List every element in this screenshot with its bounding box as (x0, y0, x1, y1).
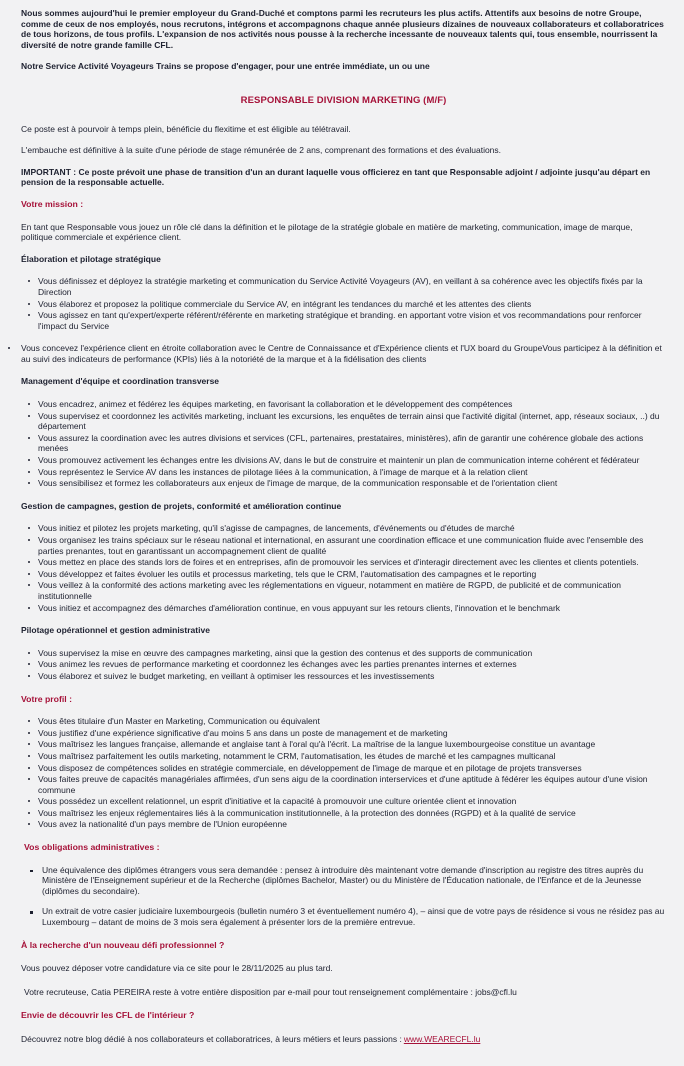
list-item: Vous supervisez la mise en œuvre des campagnes marketing, ainsi que la gestion des contenus et des supports de communication (21, 648, 666, 659)
list-item: Vous maîtrisez parfaitement les outils marketing, notamment le CRM, l'automatisation, les études de marché et les campagnes multicanal (21, 751, 666, 762)
blog-intro-text: Découvrez notre blog dédié à nos collaborateurs et collaboratrices, à leurs métiers et leurs passions : (21, 1034, 402, 1044)
list-item: Vous organisez les trains spéciaux sur le réseau national et international, en assurant une coordination efficace et une communication fluide avec l'ensemble des parties prenantes, tout en garantissant un accompagnement client de qualité (21, 535, 666, 556)
list-item: Vous élaborez et proposez la politique commerciale du Service AV, en intégrant les tendances du marché et les attentes des clients (21, 299, 666, 310)
list-item: Vous justifiez d'une expérience significative d'au moins 5 ans dans un poste de management et de marketing (21, 728, 666, 739)
apply-deadline-text: Vous pouvez déposer votre candidature via ce site pour le 28/11/2025 au plus tard. (21, 963, 333, 974)
list-item: Vous définissez et déployez la stratégie marketing et communication du Service Activité Voyageurs (AV), en veillant à sa cohérence avec les objectifs fixés par la Direction (21, 276, 666, 297)
obligations-bullet-list (21, 865, 666, 928)
hiring-terms-text: L'embauche est définitive à la suite d'une période de stage rémunérée de 2 ans, comprenant des formations et des évaluations. (21, 145, 502, 156)
campaigns-bullet-list (21, 523, 666, 613)
intro-paragraph: Nous sommes aujourd'hui le premier employeur du Grand-Duché et comptons parmi les recruteurs les plus actifs. Attentifs aux besoins de notre Groupe, comme de ceux de nos employés, nous recrutons, intégrons et accompagnons chaque année plusieurs dizaines de nouveaux collaborateurs et collaboratrices de tous horizons, de tous profils. L'expansion de nos activités nous pousse à la recherche incessante de nouveaux talents qui, tous ensemble, nourrissent la diversité de notre grande famille CFL. (21, 8, 664, 50)
list-item: Vous mettez en place des stands lors de foires et en entreprises, afin de promouvoir les services et d'interagir directement avec les clientes et clients potentiels. (21, 557, 666, 568)
list-item: Vous animez les revues de performance marketing et coordonnez les échanges avec les parties prenantes internes et externes (21, 659, 666, 670)
list-item: Vous supervisez et coordonnez les activités marketing, incluant les excursions, les enquêtes de terrain ainsi que l'activité digital (internet, app, réseaux sociaux, ..) du département (21, 411, 666, 432)
mission-intro-text: En tant que Responsable vous jouez un rôle clé dans la définition et le pilotage de la stratégie globale en matière de marketing, communication, image de marque, politique commerciale et expérience client. (21, 221, 633, 243)
important-notice: IMPORTANT : Ce poste prévoit une phase de transition d'un an durant laquelle vous officierez en tant que Responsable adjoint / adjointe jusqu'au départ en pension de la responsable actuelle. (21, 166, 651, 188)
list-item: Vous sensibilisez et formez les collaborateurs aux enjeux de l'image de marque, de la communication responsable et de l'orientation client (21, 478, 666, 489)
blog-paragraph (21, 1034, 666, 1045)
section-heading-mission: Votre mission : (21, 198, 84, 209)
subsection-heading-management: Management d'équipe et coordination transverse (21, 376, 220, 387)
list-item: Une équivalence des diplômes étrangers vous sera demandée : pensez à introduire dès maintenant votre demande d'inscription au registre des titres auprès du Ministère de l'Enseignement supérieur et de la Recherche (diplômes Bachelor, Master) ou du Ministère de l'Éducation nationale, de l'Enfance et de la Jeunesse (diplômes du secondaire). (21, 865, 666, 897)
list-item: Vous êtes titulaire d'un Master en Marketing, Communication ou équivalent (21, 716, 666, 727)
recruiter-contact-text: Votre recruteuse, Catia PEREIRA reste à votre entière disposition par e-mail pour tout renseignement complémentaire : jobs@cfl.lu (24, 986, 517, 997)
list-item: Vous maîtrisez les enjeux réglementaires liés à la communication institutionnelle, à la protection des données (RGPD) et à la qualité de service (21, 808, 666, 819)
list-item: Vous initiez et accompagnez des démarches d'amélioration continue, en vous appuyant sur les retours clients, l'innovation et le benchmark (21, 603, 666, 614)
list-item: Vous disposez de compétences solides en stratégie commerciale, en développement de l'image de marque et en pilotage de projets transverses (21, 763, 666, 774)
list-item: Vous représentez le Service AV dans les instances de pilotage liées à la communication, à l'image de marque et à la relation client (21, 467, 666, 478)
list-item: Vous possédez un excellent relationnel, un esprit d'initiative et la capacité à promouvoir une culture orientée client et innovation (21, 796, 666, 807)
customer-experience-note-list (21, 343, 666, 364)
subsection-heading-operations: Pilotage opérationnel et gestion administrative (21, 625, 210, 636)
page-title: RESPONSABLE DIVISION MARKETING (M/F) (240, 94, 447, 106)
blog-heading: Envie de découvrir les CFL de l'intérieur ? (21, 1010, 195, 1021)
list-item: Vous initiez et pilotez les projets marketing, qu'il s'agisse de campagnes, de lancements, d'événements ou d'études de marché (21, 523, 666, 534)
list-item: Vous agissez en tant qu'expert/experte référent/référente en marketing stratégique et branding. en apportant votre vision et vos recommandations pour renforcer l'impact du Service (21, 310, 666, 331)
list-item: Vous faites preuve de capacités managériales affirmées, d'un sens aigu de la coordination interservices et d'une aptitude à fédérer les équipes autour d'une vision commune (21, 774, 666, 795)
list-item: Vous concevez l'expérience client en étroite collaboration avec le Centre de Connaissance et d'Expérience clients et l'UX board du GroupeVous participez à la définition et au suivi des indicateurs de performance (KPIs) liés à la notoriété de la marque et à la fidélisation des clients (21, 343, 666, 364)
list-item: Vous veillez à la conformité des actions marketing avec les réglementations en vigueur, notamment en matière de RGPD, de publicité et de communication institutionnelle (21, 580, 666, 601)
position-availability-text: Ce poste est à pourvoir à temps plein, bénéficie du flexitime et est éligible au télétravail. (21, 123, 351, 134)
list-item: Vous assurez la coordination avec les autres divisions et services (CFL, partenaires, prestataires, ministères), afin de garantir une cohérence globale des actions menées (21, 433, 666, 454)
subsection-heading-campaigns: Gestion de campagnes, gestion de projets, conformité et amélioration continue (21, 500, 342, 511)
cta-heading: À la recherche d'un nouveau défi professionnel ? (21, 939, 225, 950)
list-item: Vous promouvez activement les échanges entre les divisions AV, dans le but de construire et maintenir un plan de communication interne cohérent et fédérateur (21, 455, 666, 466)
list-item: Vous maîtrisez les langues française, allemande et anglaise tant à l'oral qu'à l'écrit. La maîtrise de la langue luxembourgeoise constitue un avantage (21, 739, 666, 750)
list-item: Un extrait de votre casier judiciaire luxembourgeois (bulletin numéro 3 et éventuellement numéro 4), – ainsi que de votre pays de résidence si vous ne résidez pas au Luxembourg – datant de moins de 3 mois sera également à présenter lors de la première entrevue. (21, 906, 666, 927)
section-heading-obligations: Vos obligations administratives : (24, 842, 160, 853)
list-item: Vous avez la nationalité d'un pays membre de l'Union européenne (21, 819, 666, 830)
list-item: Vous élaborez et suivez le budget marketing, en veillant à optimiser les ressources et les investissements (21, 671, 666, 682)
list-item: Vous développez et faites évoluer les outils et processus marketing, tels que le CRM, l'automatisation des campagnes et le reporting (21, 569, 666, 580)
intro-engagement-line: Notre Service Activité Voyageurs Trains se propose d'engager, pour une entrée immédiate, un ou une (21, 61, 430, 72)
management-bullet-list (21, 399, 666, 489)
strategy-bullet-list (21, 276, 666, 331)
section-heading-profile: Votre profil : (21, 693, 72, 704)
operations-bullet-list (21, 648, 666, 682)
subsection-heading-strategy: Élaboration et pilotage stratégique (21, 253, 161, 264)
profile-bullet-list (21, 716, 666, 830)
list-item: Vous encadrez, animez et fédérez les équipes marketing, en favorisant la collaboration et le développement des compétences (21, 399, 666, 410)
blog-link[interactable]: www.WEARECFL.lu (403, 1034, 481, 1044)
